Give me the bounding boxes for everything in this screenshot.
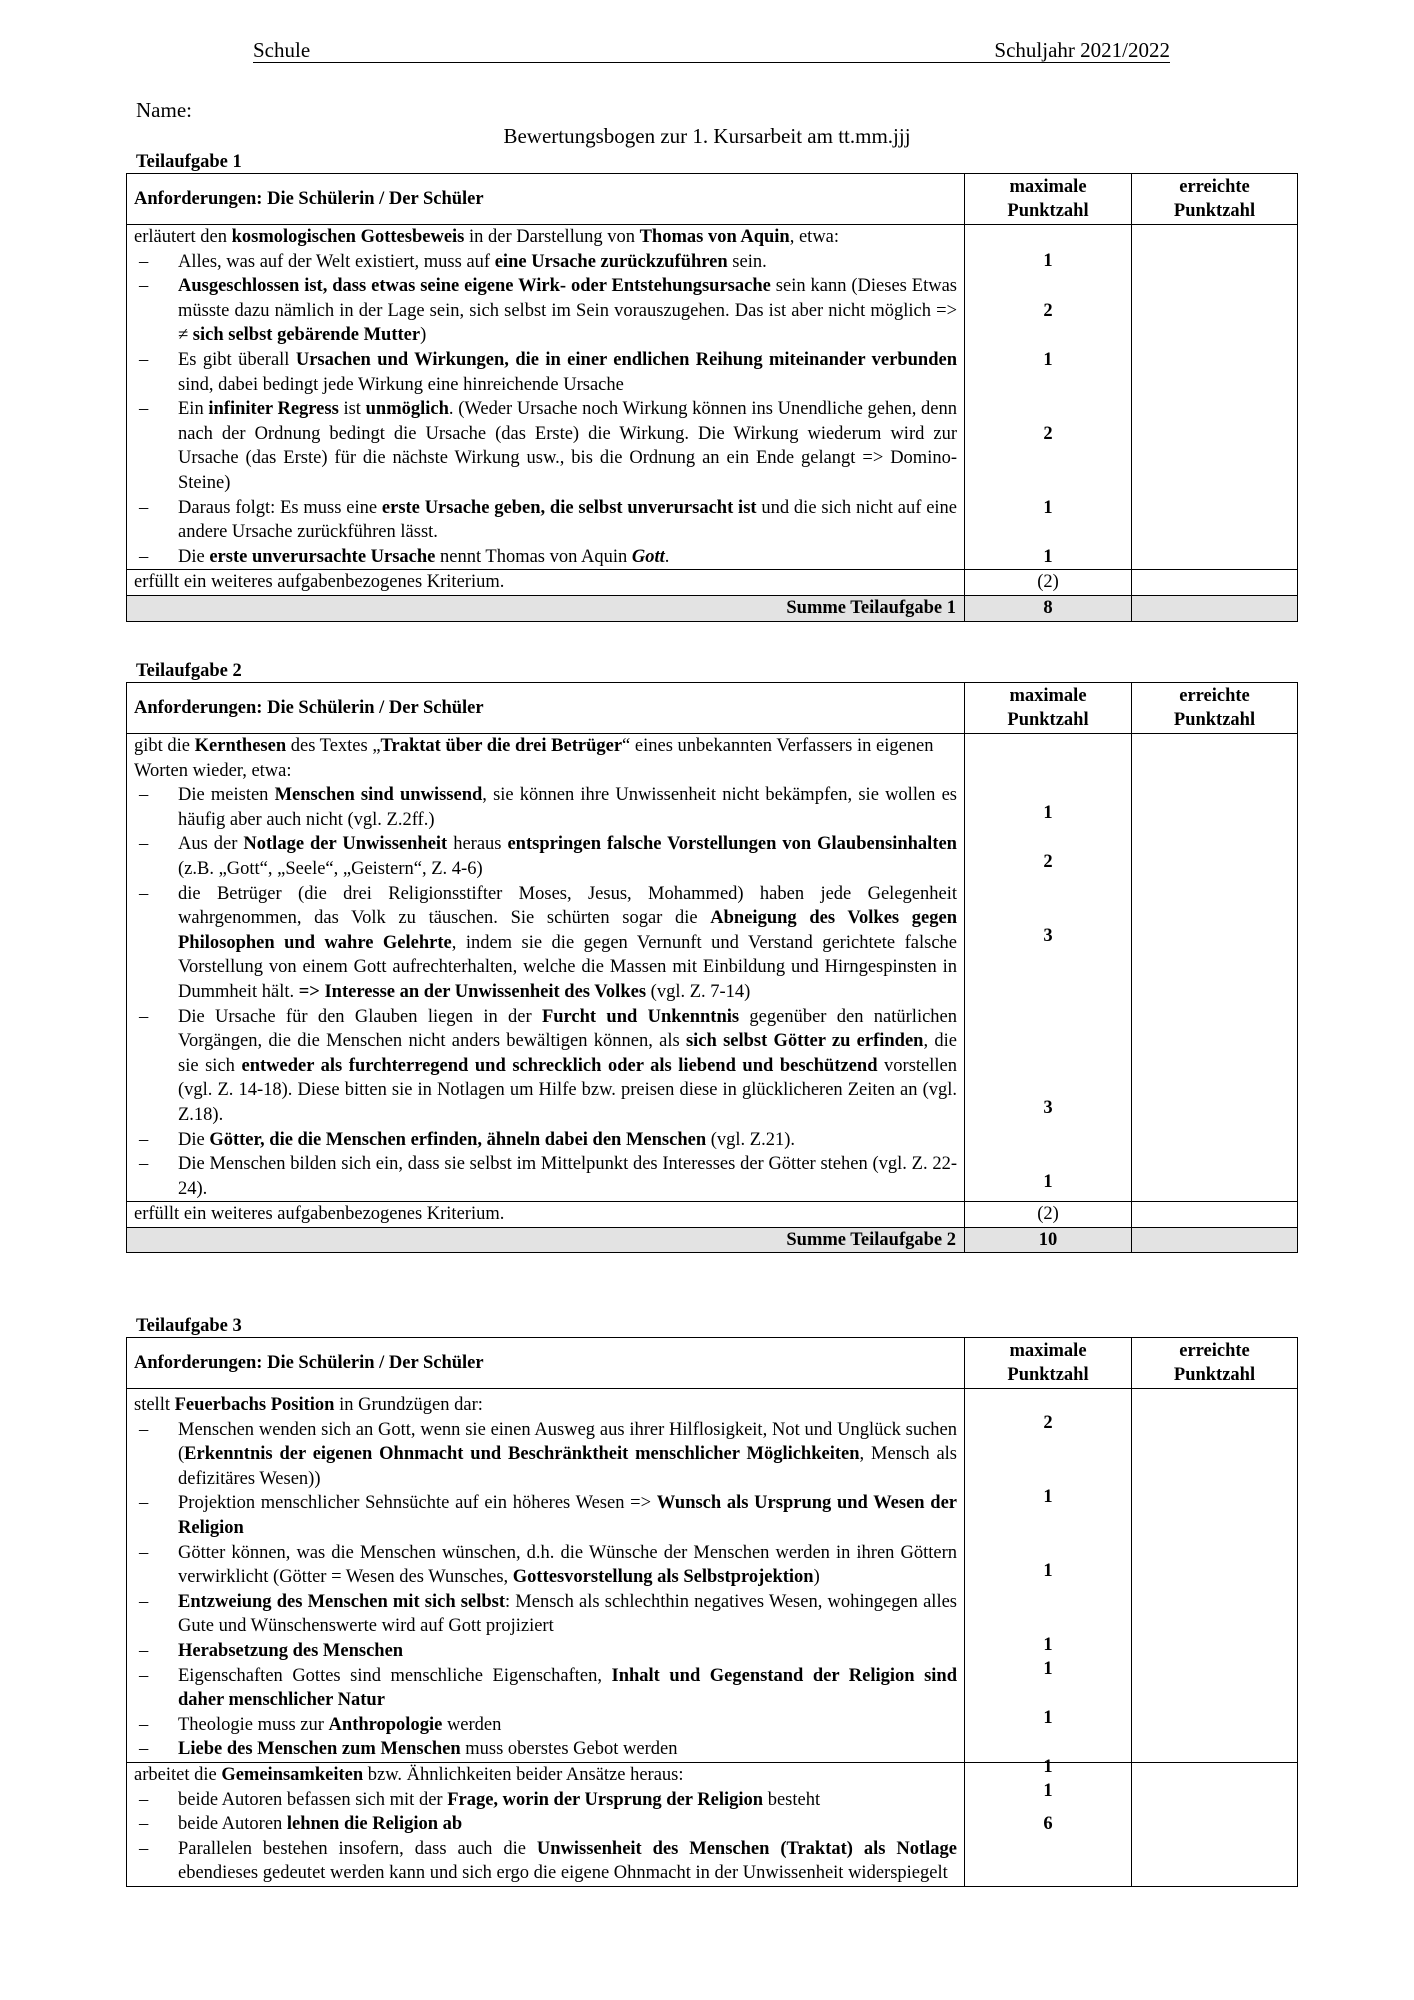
task1-table — [126, 173, 1298, 622]
bold-text: Anthropologie — [328, 1714, 443, 1735]
criterion-text — [178, 1152, 957, 1201]
task2-requirements-header: Anforderungen: Die Schülerin / Der Schüler — [127, 683, 965, 734]
text-segment: Daraus folgt: Es muss eine — [178, 497, 382, 518]
text-segment: , sie können ihre Unwissenheit nicht bekämpfen, sie wollen es häufig aber auch nicht (vgl. Z.2ff.) — [178, 785, 957, 830]
task2-point-4: 3 — [1043, 1098, 1053, 1118]
task2-title: Teilaufgabe 2 — [136, 661, 242, 681]
task3-criteria-b — [127, 1762, 965, 1886]
emphasis-text: Gott — [631, 546, 665, 567]
task2-point-5: 1 — [1043, 1172, 1053, 1192]
task3-point-a4: 1 — [1043, 1635, 1053, 1655]
text-segment: gibt die — [134, 736, 195, 756]
text-segment: ) — [813, 1567, 820, 1588]
task1-point-1: 1 — [1043, 251, 1053, 271]
text-segment: vorstellen (vgl. Z. 14-18). Diese bitten sie in Notlagen um Hilfe bzw. preisen diese in glücklicheren Zeiten an (vgl. Z.18). — [178, 1055, 958, 1125]
criterion-item — [134, 882, 957, 1005]
dash-bullet: – — [139, 1006, 149, 1027]
criterion-text — [178, 348, 957, 397]
dash-bullet: – — [139, 497, 149, 518]
criterion-item — [134, 1713, 957, 1738]
task1-extra-points: (2) — [965, 570, 1132, 596]
dash-bullet: – — [139, 1665, 149, 1686]
name-label: Name: — [136, 98, 192, 122]
document-title: Bewertungsbogen zur 1. Kursarbeit am tt.mm.jjj — [503, 124, 911, 148]
dash-bullet: – — [139, 785, 149, 806]
bold-text: Götter, die die Menschen erfinden, ähneln dabei den Menschen — [209, 1129, 707, 1150]
bold-text: Unwissenheit des Menschen (Traktat) als Notlage — [536, 1838, 957, 1859]
text-segment: sind, dabei bedingt jede Wirkung eine hinreichende Ursache — [178, 374, 624, 395]
text-segment: (vgl. Z.21). — [706, 1129, 796, 1150]
task1-point-4: 2 — [1043, 424, 1053, 444]
text-segment: Aus der — [178, 834, 244, 855]
criterion-text — [178, 250, 957, 275]
criterion-item — [134, 1788, 957, 1813]
bold-text: lehnen die Religion ab — [286, 1814, 463, 1835]
task3-intro-b — [134, 1763, 957, 1788]
text-segment: (vgl. Z. 7-14) — [646, 981, 751, 1002]
dash-bullet: – — [139, 1591, 149, 1612]
task3-point-b1: 6 — [1043, 1813, 1053, 1834]
criterion-text — [178, 1541, 957, 1590]
text-segment: ebendieses gedeutet werden kann und sich ergo die eigene Ohnmacht in der Unwissenheit widerspiegelt — [178, 1863, 948, 1884]
task3-point-a7: 1 — [1043, 1757, 1053, 1777]
bold-text: Entzweiung des Menschen mit sich selbst — [178, 1591, 505, 1612]
task2-criteria — [127, 734, 965, 1202]
dash-bullet: – — [139, 276, 149, 297]
criterion-item — [134, 1005, 957, 1128]
task1-points — [965, 225, 1132, 570]
text-segment: ) — [420, 325, 427, 346]
task1-items — [134, 250, 957, 570]
text-segment: nennt Thomas von Aquin — [435, 546, 632, 567]
criterion-item — [134, 397, 957, 495]
task1-title: Teilaufgabe 1 — [136, 152, 242, 172]
text-segment: , Mensch als defizitäres Wesen)) — [178, 1444, 958, 1489]
task3-point-a8: 1 — [1043, 1781, 1053, 1801]
criterion-text — [178, 1639, 957, 1664]
bold-text: Inhalt und Gegenstand der Religion sind daher menschlicher Natur — [178, 1665, 957, 1711]
text-segment: heraus — [447, 834, 508, 855]
bold-text: Frage, worin der Ursprung der Religion — [447, 1789, 764, 1810]
criterion-item — [134, 496, 957, 545]
task2-point-2: 2 — [1043, 852, 1053, 872]
bold-text: Gemeinsamkeiten — [221, 1764, 364, 1785]
criterion-text — [178, 1418, 957, 1492]
dash-bullet: – — [139, 1419, 149, 1440]
task3-achieved-cell-a[interactable] — [1132, 1389, 1298, 1763]
task2-sum-label: Summe Teilaufgabe 2 — [127, 1227, 965, 1253]
bold-text: unmöglich — [365, 399, 449, 420]
criterion-text — [178, 1005, 957, 1128]
dash-bullet: – — [139, 1789, 149, 1810]
text-segment: (z.B. „Gott“, „Seele“, „Geistern“, Z. 4-6) — [178, 858, 483, 879]
dash-bullet: – — [139, 1838, 149, 1859]
criterion-item — [134, 1491, 957, 1540]
criterion-text — [178, 397, 957, 495]
bold-text: Furcht und Unkenntnis — [541, 1006, 740, 1027]
text-segment: Projektion menschlicher Sehnsüchte auf ein höheres Wesen => — [178, 1493, 657, 1514]
task1-extra-achieved-cell[interactable] — [1132, 570, 1298, 596]
task1-criteria — [127, 225, 965, 570]
criterion-item — [134, 250, 957, 275]
dash-bullet: – — [139, 349, 149, 370]
bold-text: Ausgeschlossen ist, dass etwas seine eigene Wirk- oder Entstehungsursache — [178, 276, 771, 297]
task1-achieved-cell[interactable] — [1132, 225, 1298, 570]
criterion-text — [178, 496, 957, 545]
criterion-item — [134, 1152, 957, 1201]
text-segment: : Mensch als schlechthin negatives Wesen, wohingegen alles Gute und Wünschenswerte wird auf Gott projiziert — [178, 1591, 957, 1637]
criterion-text — [178, 1837, 957, 1886]
bold-text: erste unverursachte Ursache — [209, 546, 436, 567]
task2-extra-criterion: erfüllt ein weiteres aufgabenbezogenes Kriterium. — [127, 1202, 965, 1228]
criterion-text — [178, 1128, 957, 1153]
criterion-item — [134, 832, 957, 881]
bold-text: Liebe des Menschen zum Menschen — [178, 1739, 461, 1760]
task2-max-points-header: maximale Punktzahl — [965, 683, 1132, 734]
text-segment: beide Autoren — [178, 1814, 287, 1835]
task1-point-6: 1 — [1043, 547, 1053, 567]
bold-text: infiniter Regress — [208, 399, 339, 420]
task1-point-5: 1 — [1043, 498, 1053, 518]
text-segment: sein. — [727, 251, 767, 272]
bold-text: Abneigung des Volkes gegen Philosophen und wahre Gelehrte — [178, 908, 957, 953]
bold-text: Kernthesen — [194, 736, 287, 756]
task2-sum-achieved-cell[interactable] — [1132, 1227, 1298, 1253]
text-segment: in Grundzügen dar: — [334, 1395, 483, 1415]
bold-text: Feuerbachs Position — [174, 1395, 335, 1415]
task3-table — [126, 1337, 1298, 1887]
text-segment: Theologie muss zur — [178, 1714, 329, 1735]
text-segment: Alles, was auf der Welt existiert, muss auf — [178, 251, 495, 272]
criterion-text — [178, 882, 957, 1005]
task3-max-points-header: maximale Punktzahl — [965, 1338, 1132, 1389]
criterion-item — [134, 274, 957, 348]
dash-bullet: – — [139, 251, 149, 272]
criterion-item — [134, 1737, 957, 1762]
criterion-text — [178, 545, 957, 570]
text-segment: “ eines unbekannten Verfassers in eigenen Worten wieder, etwa: — [134, 736, 934, 781]
criterion-text — [178, 783, 957, 832]
criterion-item — [134, 1639, 957, 1664]
text-segment: werden — [442, 1714, 502, 1735]
text-segment: die Betrüger (die drei Religionsstifter Moses, Jesus, Mohammed) haben jede Gelegenheit wahrgenommen, das Volk zu täuschen. Sie schürten sogar die — [178, 883, 957, 929]
task3-point-a1: 2 — [1043, 1413, 1053, 1433]
criterion-item — [134, 1418, 957, 1492]
text-segment: sein kann (Dieses Etwas müsste dazu nämlich in der Lage sein, sich selbst im Sein vorauszugehen. Das ist aber nicht möglich => ≠ — [178, 276, 957, 346]
criterion-text — [178, 1737, 957, 1762]
bold-text: Traktat über die drei Betrüger — [380, 736, 623, 756]
task1-sum-label: Summe Teilaufgabe 1 — [127, 595, 965, 621]
criterion-item — [134, 1541, 957, 1590]
task3-point-a5: 1 — [1043, 1659, 1053, 1679]
text-segment: und die sich nicht auf eine andere Ursache zurückführen lässt. — [178, 497, 958, 543]
task1-point-2: 2 — [1043, 301, 1053, 321]
task2-items — [134, 783, 957, 1201]
text-segment: des Textes „ — [286, 736, 381, 756]
text-segment: arbeitet die — [134, 1764, 222, 1785]
bold-text: kosmologischen Gottesbeweis — [231, 227, 465, 247]
task2-extra-points: (2) — [965, 1202, 1132, 1228]
task3-requirements-header: Anforderungen: Die Schülerin / Der Schüler — [127, 1338, 965, 1389]
task1-sum-points: 8 — [965, 595, 1132, 621]
bold-text: erste Ursache geben, die selbst unverursacht ist — [381, 497, 757, 518]
text-segment: , die sie sich — [178, 1031, 957, 1076]
bold-text: Herabsetzung des Menschen — [178, 1640, 404, 1661]
task3-criteria-a — [127, 1389, 965, 1763]
text-segment: , indem sie die gegen Vernunft und Verstand gerichtete falsche Vorstellung von einem Gott aufrechterhalten, welche die Massen mit Einbildung und Hirngespinsten in Dummheit hält. — [178, 932, 957, 1002]
task1-extra-criterion: erfüllt ein weiteres aufgabenbezogenes Kriterium. — [127, 570, 965, 596]
criterion-item — [134, 783, 957, 832]
text-segment: , etwa: — [789, 227, 840, 247]
dash-bullet: – — [139, 1640, 149, 1661]
task3-items-a — [134, 1418, 957, 1762]
criterion-text — [178, 1812, 957, 1837]
bold-text: sich selbst gebärende Mutter — [192, 325, 421, 346]
text-segment: muss oberstes Gebot werden — [460, 1739, 678, 1760]
bold-text: Notlage der Unwissenheit — [243, 834, 448, 855]
text-segment: Eigenschaften Gottes sind menschliche Eigenschaften, — [178, 1665, 612, 1686]
task3-point-a6: 1 — [1043, 1708, 1053, 1728]
task1-sum-achieved-cell[interactable] — [1132, 595, 1298, 621]
text-segment: Die Ursache für den Glauben liegen in der — [178, 1006, 542, 1027]
task3-point-a3: 1 — [1043, 1561, 1053, 1581]
task1-point-3: 1 — [1043, 350, 1053, 370]
task3-intro-a — [134, 1393, 957, 1418]
task2-point-1: 1 — [1043, 803, 1053, 823]
task2-intro — [134, 734, 957, 783]
dash-bullet: – — [139, 399, 149, 420]
bold-text: Thomas von Aquin — [639, 227, 790, 247]
text-segment: Die meisten — [178, 785, 275, 806]
task3-title: Teilaufgabe 3 — [136, 1316, 242, 1336]
task1-requirements-header: Anforderungen: Die Schülerin / Der Schüler — [127, 174, 965, 225]
task2-achieved-cell[interactable] — [1132, 734, 1298, 1202]
task2-extra-achieved-cell[interactable] — [1132, 1202, 1298, 1228]
criterion-item — [134, 1812, 957, 1837]
dash-bullet: – — [139, 1129, 149, 1150]
dash-bullet: – — [139, 1739, 149, 1760]
text-segment: ist — [338, 399, 366, 420]
school-header — [253, 38, 1170, 63]
bold-text: Gottesvorstellung als Selbstprojektion — [512, 1567, 814, 1588]
text-segment: Die — [178, 1129, 210, 1150]
dash-bullet: – — [139, 1542, 149, 1563]
dash-bullet: – — [139, 1814, 149, 1835]
task2-achieved-points-header: erreichte Punktzahl — [1132, 683, 1298, 734]
text-segment: besteht — [763, 1789, 821, 1810]
criterion-text — [178, 1664, 957, 1713]
text-segment: Menschen wenden sich an Gott, wenn sie einen Ausweg aus ihrer Hilflosigkeit, Not und Unglück suchen ( — [178, 1419, 957, 1465]
dash-bullet: – — [139, 834, 149, 855]
text-segment: gegenüber den natürlichen Vorgängen, die die Menschen nicht anders bewältigen können, als — [178, 1006, 958, 1052]
criterion-item — [134, 1837, 957, 1886]
criterion-text — [178, 1713, 957, 1738]
text-segment: Die Menschen bilden sich ein, dass sie selbst im Mittelpunkt des Interesses der Götter stehen (vgl. Z. 22-24). — [178, 1154, 957, 1199]
bold-text: Ursachen und Wirkungen, die in einer endlichen Reihung miteinander verbunden — [295, 349, 957, 370]
criterion-item — [134, 348, 957, 397]
task2-points — [965, 734, 1132, 1202]
task1-intro — [134, 225, 957, 250]
bold-text: Erkenntnis der eigenen Ohnmacht und Beschränktheit menschlicher Möglichkeiten — [184, 1444, 860, 1465]
criterion-item — [134, 1128, 957, 1153]
text-segment: Es gibt überall — [178, 349, 296, 370]
text-segment: beide Autoren befassen sich mit der — [178, 1789, 448, 1810]
dash-bullet: – — [139, 1493, 149, 1514]
text-segment: stellt — [134, 1395, 175, 1415]
bold-text: => Interesse an der Unwissenheit des Volkes — [298, 981, 647, 1002]
criterion-text — [178, 1590, 957, 1639]
task2-point-3: 3 — [1043, 926, 1053, 946]
task1-achieved-points-header: erreichte Punktzahl — [1132, 174, 1298, 225]
task3-items-b — [134, 1788, 957, 1886]
text-segment: Die — [178, 546, 210, 567]
bold-text: sich selbst Götter zu erfinden — [685, 1031, 924, 1052]
dash-bullet: – — [139, 546, 149, 567]
school-year: Schuljahr 2021/2022 — [994, 38, 1170, 62]
text-segment: . — [664, 546, 670, 567]
task2-table — [126, 682, 1298, 1253]
criterion-item — [134, 545, 957, 570]
bold-text: eine Ursache zurückzuführen — [494, 251, 728, 272]
dash-bullet: – — [139, 883, 149, 904]
criterion-text — [178, 1491, 957, 1540]
criterion-text — [178, 832, 957, 881]
criterion-item — [134, 1590, 957, 1639]
text-segment: . (Weder Ursache noch Wirkung können ins Unendliche gehen, denn nach der Ordnung bedingt die Ursache (das Erste) die Wirkung. Die Wirkung wiederum wird zur Ursache (das Erste) für die nächste Wirkung usw., bis die Ordnung an ein Ende gelangt => Domino-Steine) — [178, 399, 957, 493]
bold-text: Menschen sind unwissend — [274, 785, 483, 806]
bold-text: entweder als furchterregend und schrecklich oder als liebend und beschützend — [241, 1055, 878, 1076]
criterion-item — [134, 1664, 957, 1713]
task3-points-a — [965, 1389, 1132, 1801]
bold-text: entspringen falsche Vorstellungen von Glaubensinhalten — [507, 834, 957, 855]
bold-text: Wunsch als Ursprung und Wesen der Religion — [178, 1493, 958, 1538]
text-segment: Ein — [178, 399, 209, 420]
text-segment: Parallelen bestehen insofern, dass auch die — [178, 1838, 537, 1859]
text-segment: Götter können, was die Menschen wünschen, d.h. die Wünsche der Menschen werden in ihren Göttern verwirklicht (Götter = Wesen des Wunsches, — [178, 1542, 957, 1588]
criterion-text — [178, 274, 957, 348]
dash-bullet: – — [139, 1714, 149, 1735]
text-segment: erläutert den — [134, 227, 232, 247]
dash-bullet: – — [139, 1154, 149, 1175]
task3-achieved-cell-b[interactable] — [1132, 1762, 1298, 1886]
text-segment: bzw. Ähnlichkeiten beider Ansätze heraus: — [363, 1764, 684, 1785]
task3-point-a2: 1 — [1043, 1487, 1053, 1507]
task3-achieved-points-header: erreichte Punktzahl — [1132, 1338, 1298, 1389]
school-label: Schule — [253, 38, 311, 62]
text-segment: in der Darstellung von — [464, 227, 640, 247]
criterion-text — [178, 1788, 957, 1813]
task1-max-points-header: maximale Punktzahl — [965, 174, 1132, 225]
task2-sum-points: 10 — [965, 1227, 1132, 1253]
